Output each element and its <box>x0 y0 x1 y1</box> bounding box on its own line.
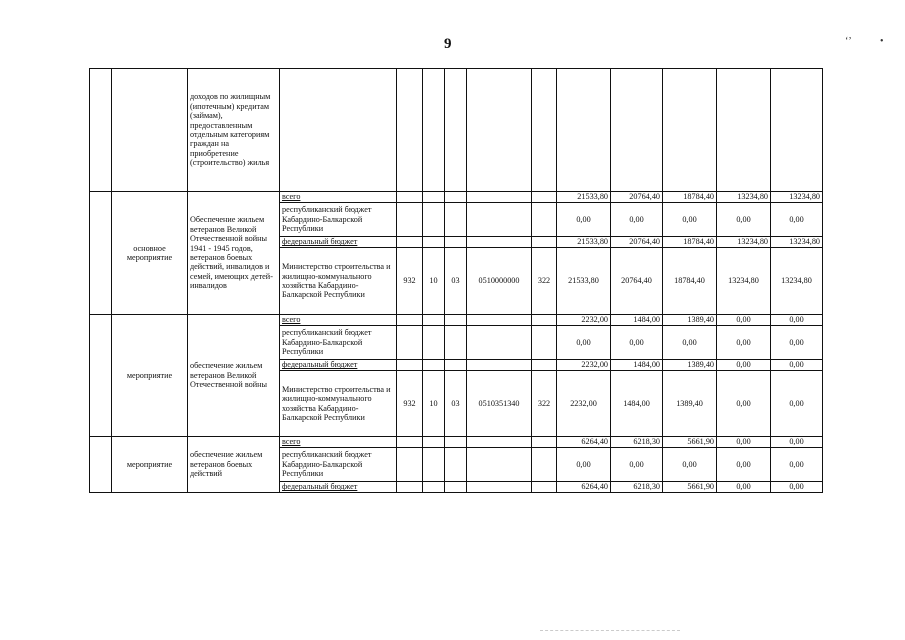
amount-cell: 20764,40 <box>611 237 663 248</box>
amount-cell: 0,00 <box>557 448 611 482</box>
amount-cell: 20764,40 <box>611 248 663 315</box>
source-cell: республиканский бюджет Кабардино-Балкарской Республики <box>280 448 397 482</box>
table-cell <box>280 69 397 192</box>
table-cell <box>532 192 557 203</box>
table-cell <box>397 437 423 448</box>
amount-cell: 0,00 <box>611 448 663 482</box>
amount-cell: 20764,40 <box>611 192 663 203</box>
table-cell <box>532 237 557 248</box>
amount-cell: 18784,40 <box>663 237 717 248</box>
table-cell <box>397 237 423 248</box>
table-cell <box>445 315 467 326</box>
target-article-cell: 0510000000 <box>467 248 532 315</box>
amount-cell: 0,00 <box>717 371 771 437</box>
source-cell: федеральный бюджет <box>280 237 397 248</box>
amount-cell: 13234,80 <box>717 248 771 315</box>
measure-name-cell: обеспечение жильем ветеранов боевых действий <box>188 437 280 493</box>
source-cell: всего <box>280 437 397 448</box>
amount-cell: 0,00 <box>717 360 771 371</box>
table-cell <box>611 69 663 192</box>
table-cell <box>423 192 445 203</box>
amount-cell: 13234,80 <box>771 192 823 203</box>
scan-mark: ʻʼ <box>845 36 852 47</box>
source-cell: федеральный бюджет <box>280 482 397 493</box>
table-cell <box>467 448 532 482</box>
amount-cell: 2232,00 <box>557 360 611 371</box>
amount-cell: 0,00 <box>611 203 663 237</box>
amount-cell: 0,00 <box>717 437 771 448</box>
amount-cell: 1484,00 <box>611 360 663 371</box>
table-cell <box>532 360 557 371</box>
grbs-code-cell: 932 <box>397 371 423 437</box>
amount-cell: 0,00 <box>663 448 717 482</box>
amount-cell: 0,00 <box>663 203 717 237</box>
table-cell <box>423 315 445 326</box>
measure-name-cell: обеспечение жильем ветеранов Великой Отечественной войны <box>188 315 280 437</box>
table-row <box>90 437 823 448</box>
table-cell <box>467 237 532 248</box>
table-cell <box>397 360 423 371</box>
table-cell <box>445 237 467 248</box>
expense-type-cell: 322 <box>532 371 557 437</box>
table-cell <box>467 326 532 360</box>
measure-type-cell: основное мероприятие <box>112 192 188 315</box>
table-cell <box>467 315 532 326</box>
amount-cell: 21533,80 <box>557 248 611 315</box>
table-cell <box>532 448 557 482</box>
table-row <box>90 192 823 203</box>
target-article-cell: 0510351340 <box>467 371 532 437</box>
table-cell <box>445 326 467 360</box>
table-cell <box>90 69 112 192</box>
amount-cell: 6264,40 <box>557 482 611 493</box>
table-cell <box>445 192 467 203</box>
amount-cell: 0,00 <box>771 437 823 448</box>
table-cell <box>397 203 423 237</box>
amount-cell: 13234,80 <box>771 248 823 315</box>
measure-name-cell: Обеспечение жильем ветеранов Великой Отечественной войны 1941 - 1945 годов, ветеранов боевых действий, инвалидов и семей, имеющих детей-инвалидов <box>188 192 280 315</box>
amount-cell: 0,00 <box>771 448 823 482</box>
expense-type-cell: 322 <box>532 248 557 315</box>
table-cell <box>423 69 445 192</box>
budget-table <box>89 68 823 493</box>
amount-cell: 0,00 <box>771 371 823 437</box>
source-cell: республиканский бюджет Кабардино-Балкарской Республики <box>280 203 397 237</box>
table-cell <box>445 482 467 493</box>
amount-cell: 0,00 <box>717 203 771 237</box>
amount-cell: 0,00 <box>771 203 823 237</box>
amount-cell: 18784,40 <box>663 248 717 315</box>
table-cell <box>423 437 445 448</box>
measure-type-cell: мероприятие <box>112 315 188 437</box>
table-cell <box>771 69 823 192</box>
source-cell: всего <box>280 315 397 326</box>
amount-cell: 0,00 <box>771 326 823 360</box>
table-cell <box>467 69 532 192</box>
table-cell <box>532 315 557 326</box>
amount-cell: 0,00 <box>663 326 717 360</box>
amount-cell: 5661,90 <box>663 437 717 448</box>
table-cell <box>532 69 557 192</box>
amount-cell: 0,00 <box>771 315 823 326</box>
table-cell <box>90 192 112 315</box>
amount-cell: 1389,40 <box>663 360 717 371</box>
amount-cell: 2232,00 <box>557 315 611 326</box>
amount-cell: 0,00 <box>557 326 611 360</box>
table-cell <box>90 437 112 493</box>
amount-cell: 13234,80 <box>717 192 771 203</box>
table-cell <box>397 69 423 192</box>
amount-cell: 6218,30 <box>611 482 663 493</box>
amount-cell: 0,00 <box>717 448 771 482</box>
source-cell: Министерство строительства и жилищно-коммунального хозяйства Кабардино-Балкарской Республики <box>280 248 397 315</box>
amount-cell: 0,00 <box>771 482 823 493</box>
measure-name-cell: доходов по жилищным (ипотечным) кредитам (займам), предоставленным отдельным категориям граждан на приобретение (строительство) жилья <box>188 69 280 192</box>
amount-cell: 6264,40 <box>557 437 611 448</box>
table-cell <box>532 203 557 237</box>
amount-cell: 1389,40 <box>663 315 717 326</box>
amount-cell: 21533,80 <box>557 237 611 248</box>
table-cell <box>423 448 445 482</box>
table-row <box>90 315 823 326</box>
scan-artifact <box>540 630 680 633</box>
table-cell <box>397 315 423 326</box>
source-cell: Министерство строительства и жилищно-коммунального хозяйства Кабардино-Балкарской Республики <box>280 371 397 437</box>
amount-cell: 6218,30 <box>611 437 663 448</box>
table-cell <box>467 192 532 203</box>
amount-cell: 1389,40 <box>663 371 717 437</box>
table-cell <box>467 203 532 237</box>
table-cell <box>423 326 445 360</box>
table-cell <box>467 360 532 371</box>
table-cell <box>112 69 188 192</box>
table-cell <box>90 315 112 437</box>
amount-cell: 0,00 <box>611 326 663 360</box>
amount-cell: 5661,90 <box>663 482 717 493</box>
amount-cell: 2232,00 <box>557 371 611 437</box>
table-cell <box>557 69 611 192</box>
amount-cell: 1484,00 <box>611 315 663 326</box>
table-cell <box>423 237 445 248</box>
amount-cell: 13234,80 <box>771 237 823 248</box>
section-code-cell: 10 <box>423 248 445 315</box>
subsection-code-cell: 03 <box>445 248 467 315</box>
table-cell <box>445 69 467 192</box>
source-cell: всего <box>280 192 397 203</box>
table-cell <box>445 448 467 482</box>
table-cell <box>467 482 532 493</box>
table-cell <box>423 360 445 371</box>
amount-cell: 0,00 <box>771 360 823 371</box>
amount-cell: 0,00 <box>557 203 611 237</box>
source-cell: республиканский бюджет Кабардино-Балкарской Республики <box>280 326 397 360</box>
table-cell <box>423 482 445 493</box>
amount-cell: 18784,40 <box>663 192 717 203</box>
section-code-cell: 10 <box>423 371 445 437</box>
amount-cell: 1484,00 <box>611 371 663 437</box>
measure-type-cell: мероприятие <box>112 437 188 493</box>
table-cell <box>397 482 423 493</box>
scan-mark: • <box>880 36 884 47</box>
table-cell <box>397 326 423 360</box>
table-cell <box>467 437 532 448</box>
source-cell: федеральный бюджет <box>280 360 397 371</box>
table-cell <box>445 203 467 237</box>
table-row <box>90 69 823 192</box>
table-cell <box>532 326 557 360</box>
table-cell <box>445 360 467 371</box>
table-cell <box>423 203 445 237</box>
table-cell <box>397 448 423 482</box>
amount-cell: 21533,80 <box>557 192 611 203</box>
amount-cell: 0,00 <box>717 315 771 326</box>
amount-cell: 13234,80 <box>717 237 771 248</box>
table-cell <box>532 437 557 448</box>
page-number: 9 <box>444 36 452 52</box>
table-cell <box>397 192 423 203</box>
table-cell <box>717 69 771 192</box>
amount-cell: 0,00 <box>717 326 771 360</box>
grbs-code-cell: 932 <box>397 248 423 315</box>
amount-cell: 0,00 <box>717 482 771 493</box>
table-cell <box>445 437 467 448</box>
subsection-code-cell: 03 <box>445 371 467 437</box>
table-cell <box>532 482 557 493</box>
table-cell <box>663 69 717 192</box>
